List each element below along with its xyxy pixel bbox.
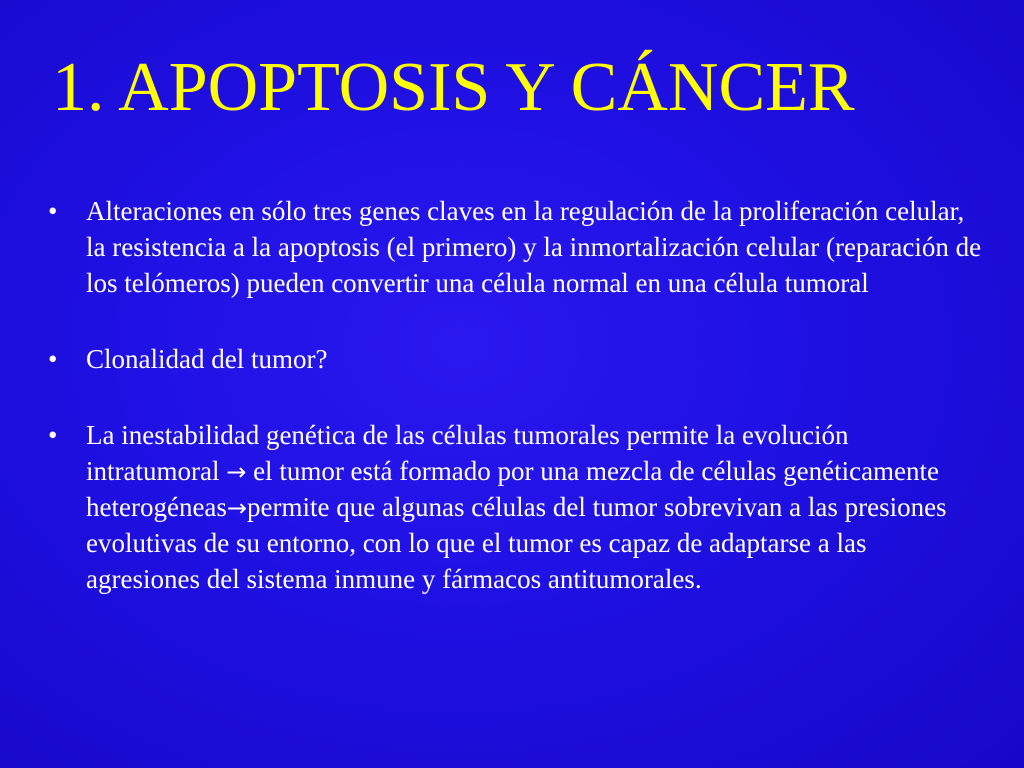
bullet-marker: • xyxy=(48,344,58,374)
bullet-text xyxy=(86,417,984,597)
bullet-list xyxy=(0,193,1024,597)
bullet-text-part: el tumor está formado por una mezcla de células genéticamente heterogéneas xyxy=(86,456,940,522)
bullet-text-part: permite que algunas células del tumor sobrevivan a las presiones evolutivas de su entorno, con lo que el tumor es capaz de adaptarse a las agresiones del sistema inmune y fármacos antitumorales. xyxy=(86,492,947,594)
slide-title: 1. APOPTOSIS Y CÁNCER xyxy=(52,49,855,126)
bullet-item-3 xyxy=(0,417,1024,597)
bullet-text-part: Clonalidad del tumor? xyxy=(86,344,328,374)
right-arrow-icon: → xyxy=(226,458,247,486)
right-arrow-icon: → xyxy=(226,494,248,522)
bullet-item-2 xyxy=(0,341,1024,377)
bullet-text xyxy=(86,341,984,377)
bullet-text xyxy=(86,193,984,301)
bullet-marker: • xyxy=(48,420,58,450)
bullet-item-1 xyxy=(0,193,1024,301)
bullet-text-part: Alteraciones en sólo tres genes claves en la regulación de la proliferación celular, la resistencia a la apoptosis (el primero) y la inmortalización celular (reparación de los telómeros) pueden convertir una célula normal en una célula tumoral xyxy=(86,196,982,298)
bullet-marker: • xyxy=(48,196,58,226)
bullet-text-part: La inestabilidad genética de las células tumorales permite la evolución intratumoral xyxy=(86,420,849,486)
